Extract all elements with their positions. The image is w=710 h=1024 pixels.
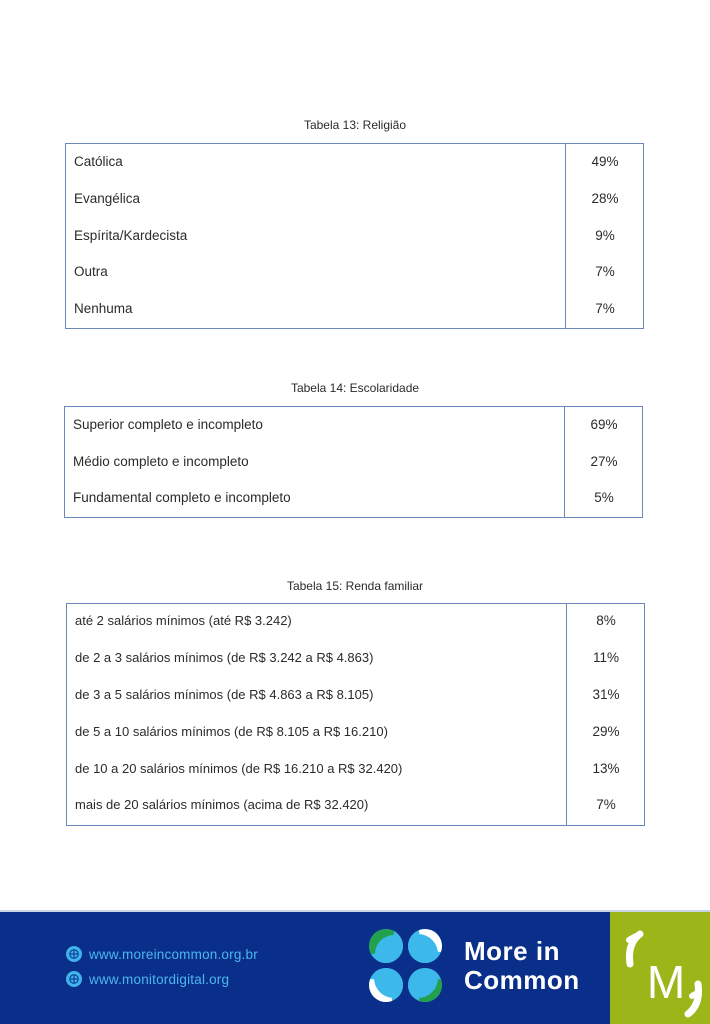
row-label: de 3 a 5 salários mínimos (de R$ 4.863 a R$ 8.105) (75, 687, 374, 702)
row-value: 13% (592, 761, 620, 776)
monitor-m-letter: M (646, 956, 686, 1008)
table-family-income (66, 603, 645, 826)
table-row (65, 488, 642, 508)
row-label: Evangélica (74, 191, 141, 206)
more-in-common-logo-icon (368, 928, 444, 1004)
table-education (64, 406, 643, 518)
row-label: Médio completo e incompleto (73, 454, 249, 469)
table-row (65, 415, 642, 435)
link-text[interactable]: www.moreincommon.org.br (89, 946, 258, 962)
table-row (67, 795, 644, 815)
table-row (66, 189, 643, 209)
row-value: 49% (591, 154, 619, 169)
table-row (66, 152, 643, 172)
link-monitordigital[interactable] (66, 970, 229, 988)
table-row (67, 759, 644, 779)
row-value: 7% (595, 301, 615, 316)
table-religion (65, 143, 644, 329)
wordmark-line-1: More in (464, 936, 560, 966)
row-value: 31% (592, 687, 620, 702)
column-divider (566, 604, 567, 825)
row-label: Católica (74, 154, 123, 169)
table-row (65, 452, 642, 472)
table-row (67, 722, 644, 742)
row-value: 29% (592, 724, 620, 739)
row-label: Outra (74, 264, 108, 279)
row-value: 9% (595, 228, 615, 243)
table-row (67, 648, 644, 668)
row-label: mais de 20 salários mínimos (acima de R$ 32.420) (75, 797, 369, 812)
row-label: de 5 a 10 salários mínimos (de R$ 8.105 a R$ 16.210) (75, 724, 388, 739)
footer (0, 912, 710, 1024)
globe-icon (66, 971, 82, 987)
table-row (66, 299, 643, 319)
row-label: de 2 a 3 salários mínimos (de R$ 3.242 a R$ 4.863) (75, 650, 374, 665)
row-value: 7% (595, 264, 615, 279)
row-label: Nenhuma (74, 301, 133, 316)
row-label: Fundamental completo e incompleto (73, 490, 291, 505)
globe-icon (66, 946, 82, 962)
row-label: de 10 a 20 salários mínimos (de R$ 16.210 a R$ 32.420) (75, 761, 403, 776)
monitor-digital-logo (610, 912, 710, 1024)
row-label: até 2 salários mínimos (até R$ 3.242) (75, 613, 292, 628)
row-value: 69% (590, 417, 618, 432)
table-13-caption: Tabela 13: Religião (303, 118, 407, 132)
row-value: 28% (591, 191, 619, 206)
link-moreincommon[interactable] (66, 945, 258, 963)
row-label: Espírita/Kardecista (74, 228, 188, 243)
table-row (67, 611, 644, 631)
row-value: 5% (594, 490, 614, 505)
row-value: 27% (590, 454, 618, 469)
table-14-caption: Tabela 14: Escolaridade (290, 381, 420, 395)
link-text[interactable]: www.monitordigital.org (89, 971, 230, 987)
wordmark-line-2: Common (464, 965, 580, 995)
more-in-common-wordmark (464, 937, 580, 995)
row-value: 7% (596, 797, 616, 812)
table-row (66, 226, 643, 246)
row-value: 8% (596, 613, 616, 628)
row-label: Superior completo e incompleto (73, 417, 263, 432)
row-value: 11% (592, 650, 620, 665)
table-row (67, 685, 644, 705)
table-row (66, 262, 643, 282)
table-15-caption: Tabela 15: Renda familiar (286, 579, 424, 593)
